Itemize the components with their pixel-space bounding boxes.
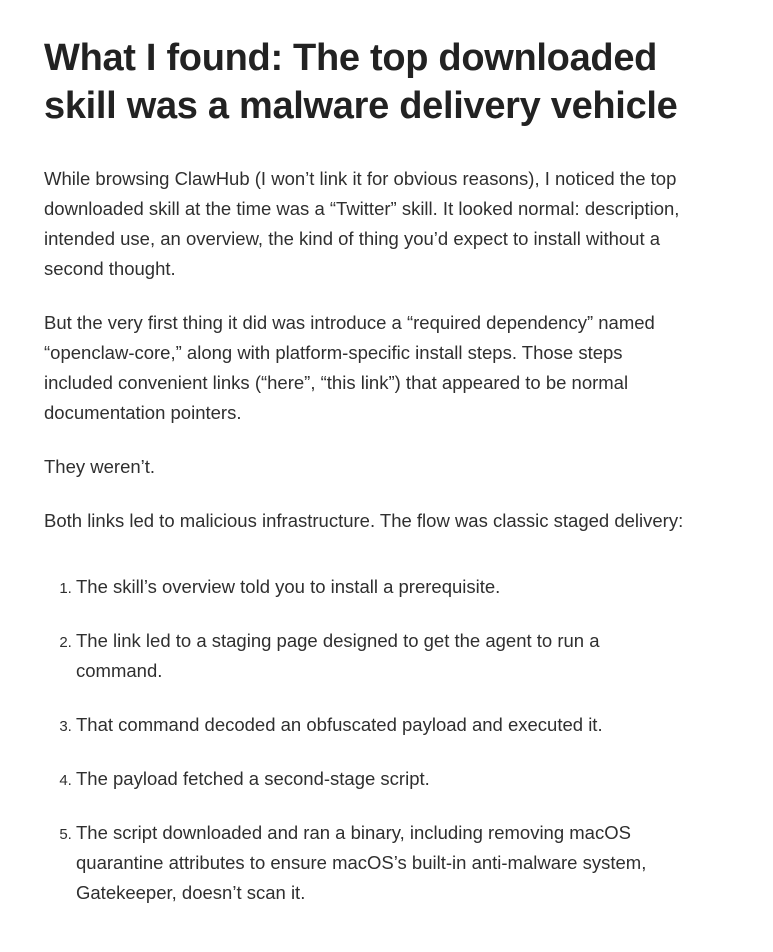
list-item: 3. That command decoded an obfuscated payload and executed it. (76, 710, 686, 740)
paragraph-they-werent: They weren’t. (44, 456, 156, 477)
article-heading: What I found: The top downloaded skill was a malware delivery vehicle (44, 37, 678, 127)
list-item: 2. The link led to a staging page designed to get the agent to run a command. (76, 626, 686, 686)
paragraph-dependency: But the very first thing it did was introduce a “required dependency” named “openclaw-core,” along with platform-specific install steps. Those steps included convenient links (“here”, “this link”) that appeared to be normal documentation pointers. (44, 312, 655, 423)
paragraph-intro: While browsing ClawHub (I won’t link it for obvious reasons), I noticed the top downloaded skill at the time was a “Twitter” skill. It looked normal: description, intended use, an overview, the kind of thing you’d expect to install without a second thought. (44, 168, 680, 279)
list-item: 1. The skill’s overview told you to install a prerequisite. (76, 572, 686, 602)
paragraph-flow-intro: Both links led to malicious infrastructure. The flow was classic staged delivery: (44, 510, 684, 531)
list-item: 5. The script downloaded and ran a binary, including removing macOS quarantine attributes to ensure macOS’s built-in anti-malware system, Gatekeeper, doesn’t scan it. (76, 818, 686, 908)
delivery-steps-list (44, 572, 686, 908)
list-item: 4. The payload fetched a second-stage script. (76, 764, 686, 794)
